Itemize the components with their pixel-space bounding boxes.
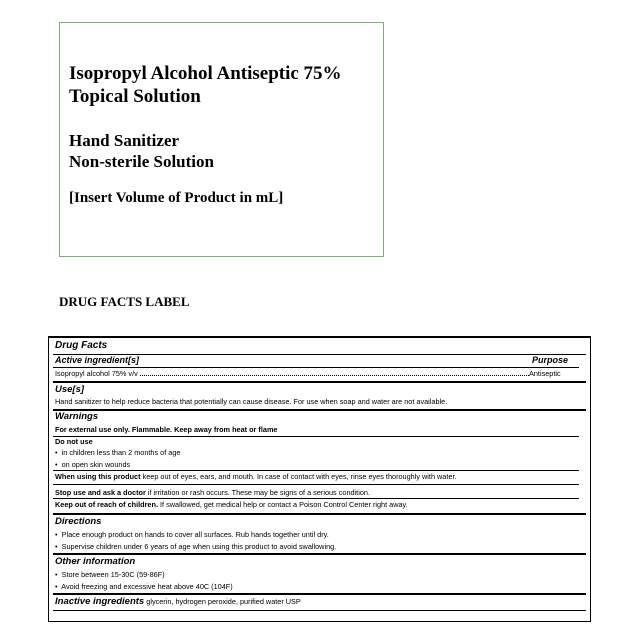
- product-subtitle: [69, 130, 214, 172]
- product-subtitle-line1: Hand Sanitizer: [69, 131, 180, 150]
- keep-out-text: [55, 500, 408, 509]
- other-info-item-text: Avoid freezing and excessive heat above 40C (104F): [61, 582, 233, 591]
- product-title-line1: Isopropyl Alcohol Antiseptic 75%: [69, 63, 342, 84]
- divider: [53, 367, 579, 368]
- do-not-use-item-text: on open skin wounds: [61, 460, 131, 469]
- do-not-use-item: • in children less than 2 months of age: [55, 448, 181, 457]
- inactive-header: Inactive ingredients: [55, 596, 145, 607]
- do-not-use-item-text: in children less than 2 months of age: [61, 448, 181, 457]
- divider: [53, 381, 586, 383]
- do-not-use-header: Do not use: [55, 437, 93, 446]
- purpose-header: Purpose: [531, 355, 568, 365]
- divider: [53, 593, 586, 595]
- active-ingredient-header: Active ingredient[s]: [55, 355, 140, 365]
- keep-out-label: Keep out of reach of children.: [55, 500, 158, 509]
- divider: [53, 553, 586, 555]
- product-title-line2: Topical Solution: [69, 86, 201, 107]
- divider: [53, 484, 579, 485]
- divider: [53, 409, 586, 411]
- when-using-text: [55, 472, 457, 481]
- drug-facts-title: Drug Facts: [55, 340, 108, 351]
- uses-header: Use[s]: [55, 384, 85, 395]
- do-not-use-item: • on open skin wounds: [55, 460, 131, 469]
- product-title: [69, 62, 342, 108]
- when-using-label: When using this product: [55, 472, 141, 481]
- product-label-box: [59, 22, 384, 257]
- uses-text: Hand sanitizer to help reduce bacteria that potentially can cause disease. For use when soap and water are not available.: [55, 397, 448, 406]
- divider: [53, 436, 579, 437]
- drug-facts-panel: [48, 336, 591, 622]
- keep-out-body: If swallowed, get medical help or contact a Poison Control Center right away.: [157, 500, 408, 509]
- directions-item-text: Place enough product on hands to cover all surfaces. Rub hands together until dry.: [61, 530, 329, 539]
- warnings-header: Warnings: [55, 411, 99, 422]
- other-info-item: • Avoid freezing and excessive heat above 40C (104F): [55, 582, 233, 591]
- divider: [53, 513, 586, 515]
- product-volume: [Insert Volume of Product in mL]: [69, 190, 284, 206]
- other-info-header: Other information: [55, 556, 136, 567]
- directions-item-text: Supervise children under 6 years of age when using this product to avoid swallowing.: [61, 542, 337, 551]
- active-ingredient-value: Isopropyl alcohol 75% v/v: [55, 369, 138, 378]
- inactive-ingredients: [55, 597, 301, 606]
- directions-header: Directions: [55, 516, 102, 527]
- purpose-value: Antiseptic: [529, 369, 561, 378]
- divider: [53, 610, 586, 611]
- divider: [53, 498, 579, 499]
- stop-use-label: Stop use and ask a doctor: [55, 488, 146, 497]
- stop-use-text: [55, 488, 370, 497]
- stop-use-body: if irritation or rash occurs. These may be signs of a serious condition.: [145, 488, 370, 497]
- inactive-text: glycerin, hydrogen peroxide, purified water USP: [144, 597, 301, 606]
- directions-item: • Place enough product on hands to cover all surfaces. Rub hands together until dry.: [55, 530, 329, 539]
- directions-item: • Supervise children under 6 years of age when using this product to avoid swallowing.: [55, 542, 337, 551]
- other-info-item-text: Store between 15-30C (59-86F): [61, 570, 165, 579]
- active-ingredient-row: [55, 369, 529, 378]
- product-subtitle-line2: Non-sterile Solution: [69, 152, 214, 171]
- when-using-body: keep out of eyes, ears, and mouth. In case of contact with eyes, rinse eyes thoroughly with water.: [140, 472, 457, 481]
- drug-facts-label-heading: DRUG FACTS LABEL: [59, 294, 190, 309]
- divider: [53, 470, 579, 471]
- other-info-item: • Store between 15-30C (59-86F): [55, 570, 165, 579]
- external-use-warning: For external use only. Flammable. Keep away from heat or flame: [55, 425, 278, 434]
